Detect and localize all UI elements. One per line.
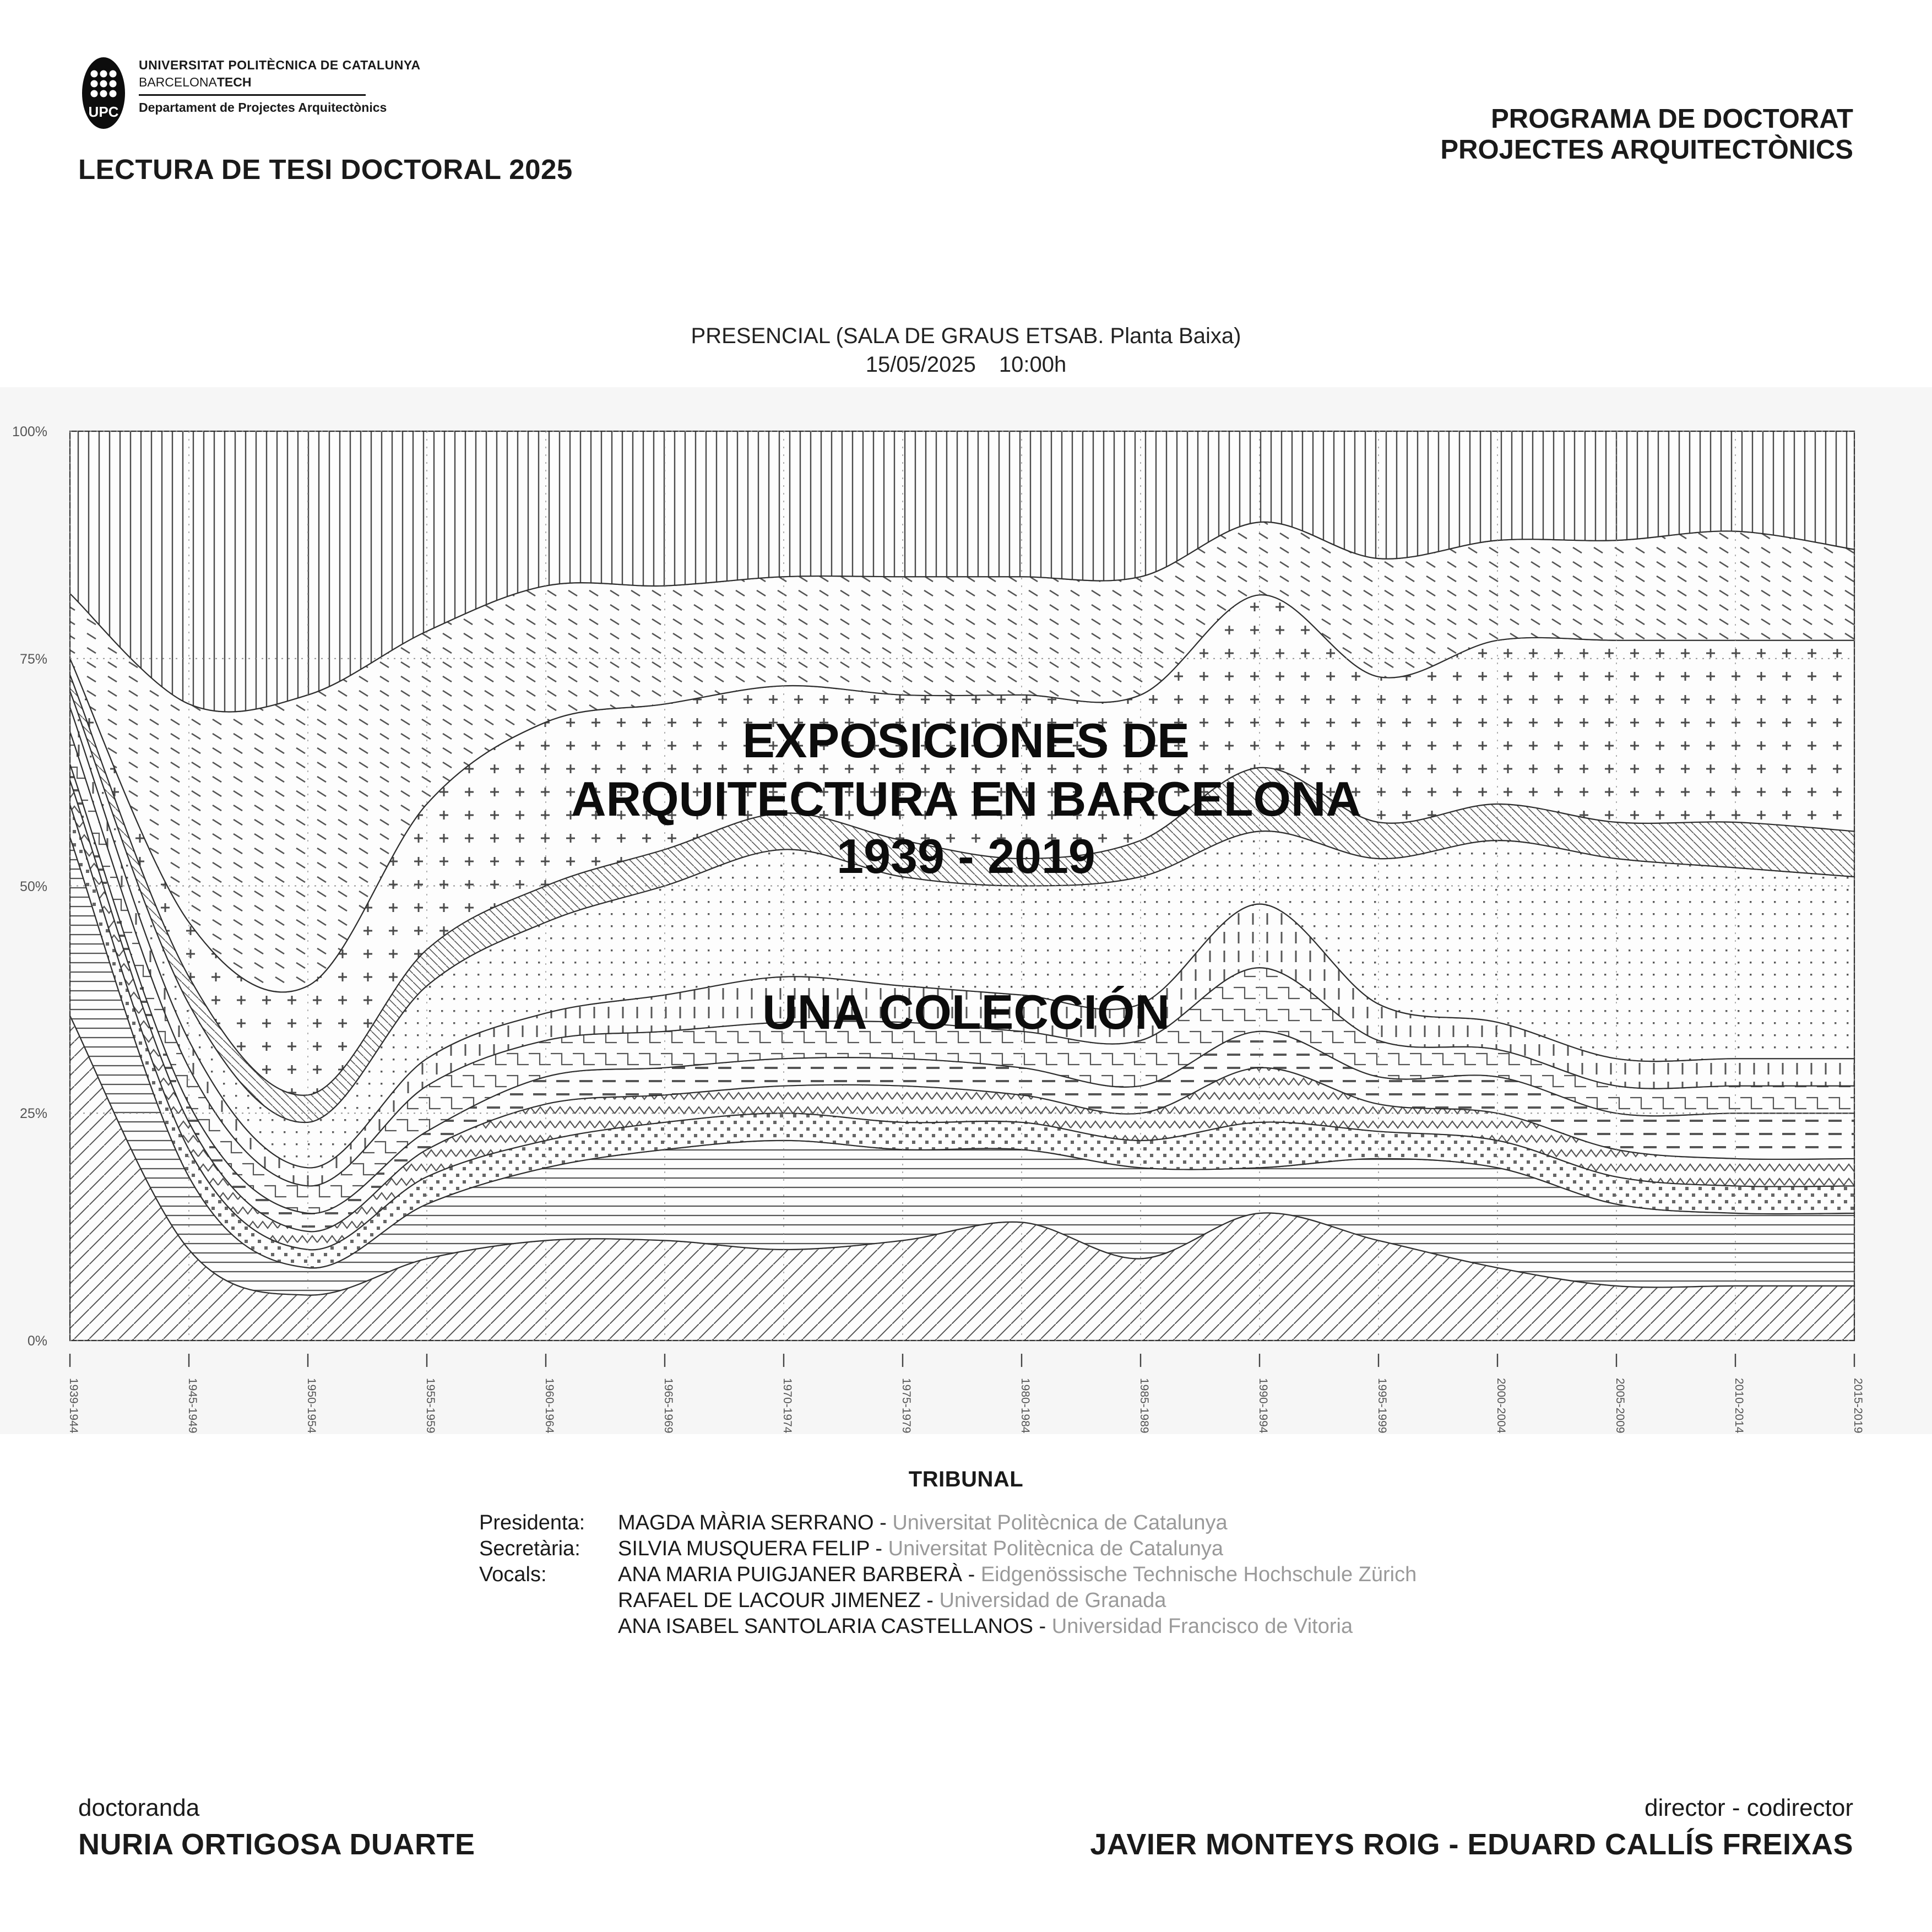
header-brand: [77, 52, 738, 140]
chart-title-line1: EXPOSICIONES DE: [742, 713, 1190, 768]
tribunal-member-affiliation: Universitat Politècnica de Catalunya: [892, 1511, 1228, 1534]
x-axis-label: 1990-1994: [1257, 1378, 1269, 1434]
chart-title-line3: 1939 - 2019: [837, 829, 1095, 883]
university-barcelonatech: BARCELONATECH: [139, 75, 252, 89]
directors-block: [1090, 1794, 1853, 1862]
tribunal-role: Presidenta:: [479, 1511, 585, 1534]
x-axis-label: 1939-1944: [67, 1378, 80, 1434]
y-tick-50: 50%: [19, 879, 47, 894]
tribunal-role: [479, 1614, 618, 1640]
university-text-block: [139, 58, 421, 115]
session-location: PRESENCIAL (SALA DE GRAUS ETSAB. Planta Baixa): [691, 324, 1241, 348]
streamgraph-svg: [0, 387, 1932, 1434]
program-line1: PROGRAMA DE DOCTORAT: [1491, 104, 1853, 134]
program-block: [1440, 104, 1853, 165]
session-date: 15/05/2025: [865, 352, 976, 377]
upc-logo-dots: [91, 70, 117, 97]
x-axis-label: 1965-1969: [662, 1378, 675, 1434]
session-info: [0, 322, 1932, 378]
tribunal-member-name: ANA ISABEL SANTOLARIA CASTELLANOS -: [618, 1615, 1052, 1638]
x-axis-label: 1995-1999: [1376, 1378, 1388, 1434]
x-axis-label: 1975-1979: [900, 1378, 913, 1434]
tribunal-member-affiliation: Universidad Francisco de Vitoria: [1051, 1615, 1353, 1638]
doctoranda-block: [78, 1794, 475, 1862]
x-axis-label: 2010-2014: [1733, 1378, 1745, 1434]
directors-names: JAVIER MONTEYS ROIG - EDUARD CALLÍS FREIXAS: [1090, 1828, 1853, 1861]
tribunal-member-name: ANA MARIA PUIGJANER BARBERÀ -: [618, 1563, 981, 1586]
upc-logo: [77, 55, 130, 133]
streamgraph-chart: [0, 387, 1932, 1434]
x-axis-label: 1955-1959: [424, 1378, 437, 1434]
session-datetime: [0, 351, 1932, 378]
x-axis-label: 2000-2004: [1495, 1378, 1507, 1434]
chart-title-line2: ARQUITECTURA EN BARCELONA: [571, 772, 1361, 826]
program-line2: PROJECTES ARQUITECTÒNICS: [1440, 135, 1853, 165]
x-axis-label: 2015-2019: [1852, 1378, 1864, 1434]
doctoranda-name: NURIA ORTIGOSA DUARTE: [78, 1828, 475, 1861]
x-axis-label: 1970-1974: [781, 1378, 794, 1434]
x-axis-label: 1950-1954: [305, 1378, 318, 1434]
x-axis-label: 1960-1964: [543, 1378, 556, 1434]
y-tick-100: 100%: [12, 424, 47, 439]
tribunal-list: [479, 1510, 1417, 1640]
tribunal-member-affiliation: Eidgenössische Technische Hochschule Zürich: [980, 1563, 1417, 1586]
header-divider: [139, 94, 366, 96]
tribunal-member-affiliation: Universidad de Granada: [939, 1589, 1166, 1612]
tribunal-role: Vocals:: [479, 1563, 547, 1586]
session-time: 10:00h: [998, 352, 1067, 377]
tribunal-member-name: RAFAEL DE LACOUR JIMENEZ -: [618, 1589, 940, 1612]
y-tick-75: 75%: [19, 652, 47, 667]
tribunal-role: Secretària:: [479, 1537, 580, 1560]
directors-label: director - codirector: [1644, 1794, 1853, 1821]
university-name: UNIVERSITAT POLITÈCNICA DE CATALUNYA: [139, 58, 421, 72]
upc-logo-text: UPC: [88, 104, 119, 120]
tribunal-member-row: [479, 1562, 1417, 1588]
tribunal-member-name: MAGDA MÀRIA SERRANO -: [618, 1511, 893, 1534]
tribunal-member-row: [479, 1588, 1417, 1614]
tribunal-role: [479, 1588, 618, 1614]
tribunal-heading: TRIBUNAL: [908, 1467, 1024, 1491]
y-tick-0: 0%: [27, 1333, 47, 1349]
y-tick-25: 25%: [19, 1106, 47, 1121]
event-title: LECTURA DE TESI DOCTORAL 2025: [78, 154, 573, 185]
tribunal-member-row: [479, 1614, 1417, 1640]
tribunal-member-name: SILVIA MUSQUERA FELIP -: [618, 1537, 888, 1560]
tribunal-member-row: [479, 1510, 1417, 1536]
doctoranda-label: doctoranda: [78, 1794, 200, 1821]
x-axis-label: 2005-2009: [1614, 1378, 1626, 1434]
chart-subtitle: UNA COLECCIÓN: [762, 985, 1170, 1039]
department-name: Departament de Projectes Arquitectònics: [139, 100, 387, 115]
tribunal-member-row: [479, 1536, 1417, 1562]
x-axis-label: 1980-1984: [1019, 1378, 1032, 1434]
x-axis-label: 1945-1949: [186, 1378, 199, 1434]
tribunal-member-affiliation: Universitat Politècnica de Catalunya: [888, 1537, 1223, 1560]
x-axis-label: 1985-1989: [1138, 1378, 1150, 1434]
